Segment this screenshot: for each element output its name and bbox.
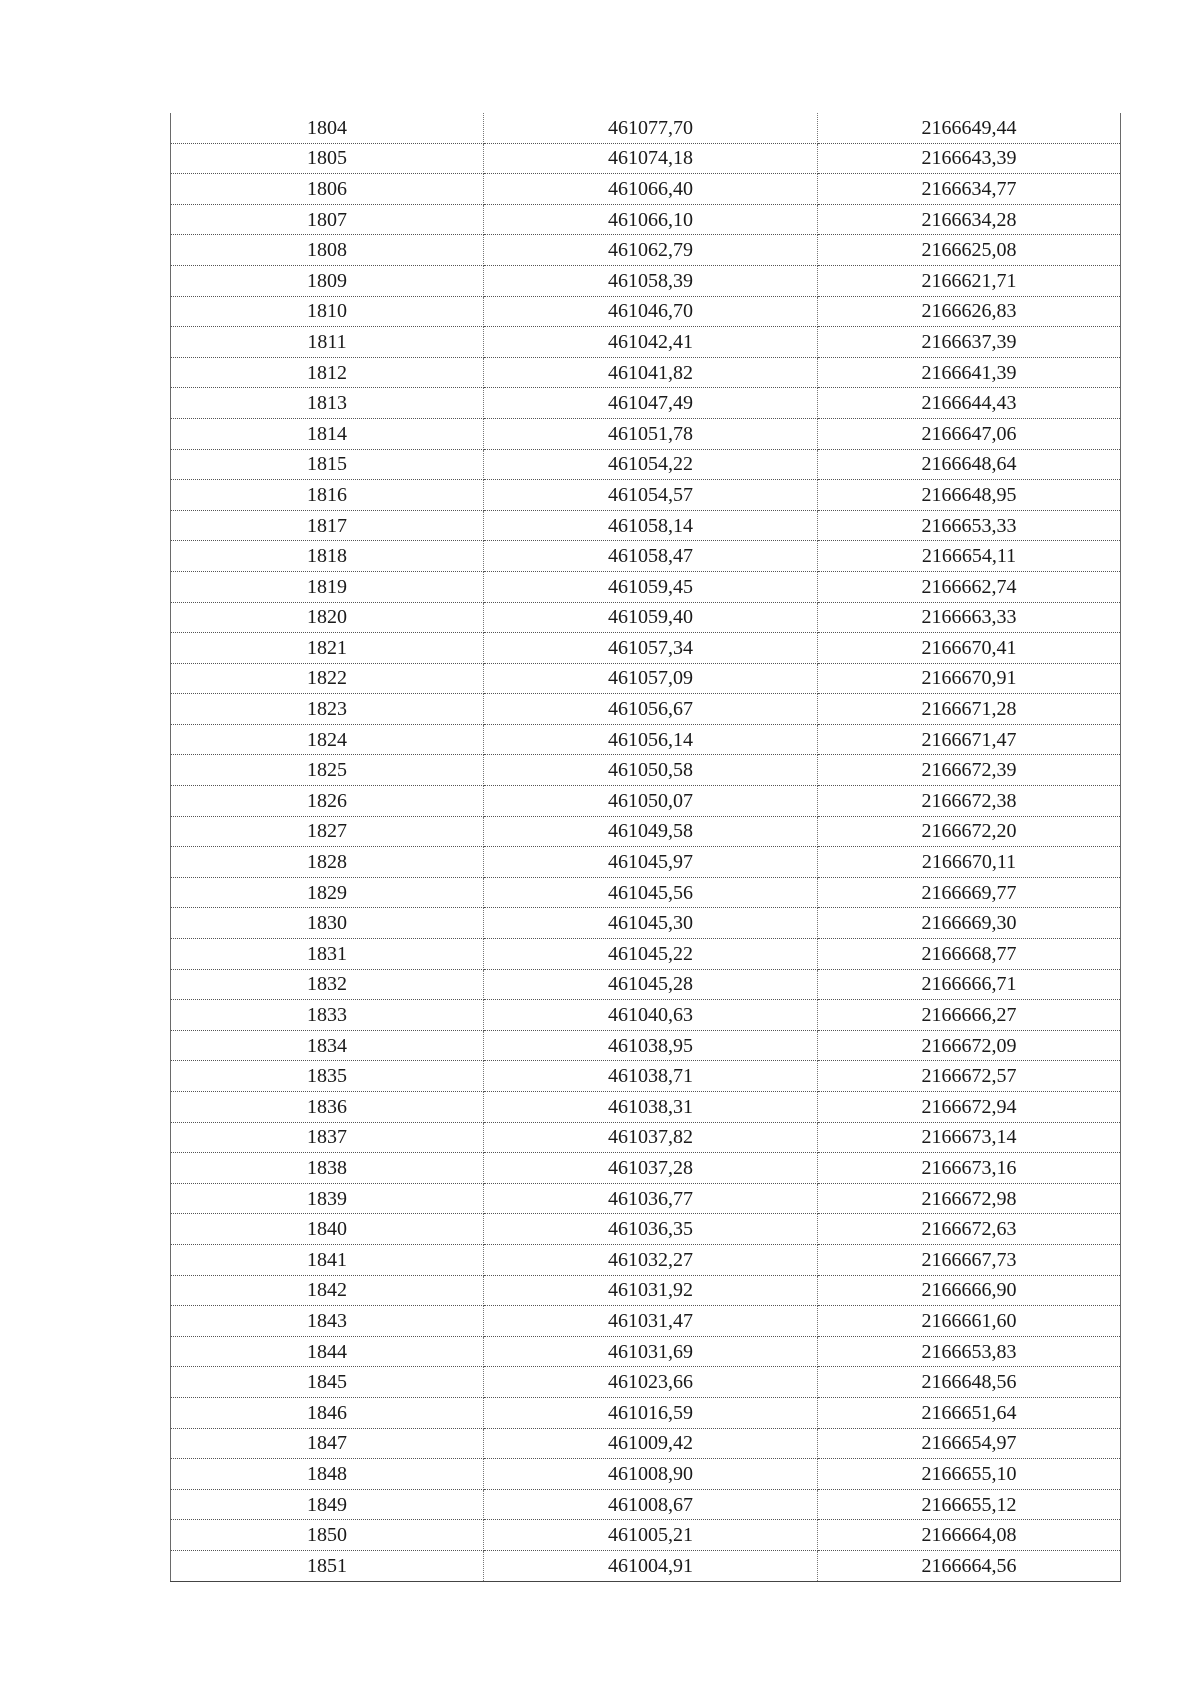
x-coordinate-cell: 461066,10 bbox=[484, 204, 818, 235]
y-coordinate-cell: 2166641,39 bbox=[818, 357, 1121, 388]
point-number-cell: 1830 bbox=[171, 908, 484, 939]
table-row bbox=[171, 1336, 1121, 1367]
table-row bbox=[171, 1520, 1121, 1551]
table-row bbox=[171, 1092, 1121, 1123]
point-number-cell: 1810 bbox=[171, 296, 484, 327]
y-coordinate-cell: 2166672,57 bbox=[818, 1061, 1121, 1092]
table-row bbox=[171, 388, 1121, 419]
y-coordinate-cell: 2166648,95 bbox=[818, 480, 1121, 511]
y-coordinate-cell: 2166637,39 bbox=[818, 327, 1121, 358]
table-row bbox=[171, 602, 1121, 633]
x-coordinate-cell: 461062,79 bbox=[484, 235, 818, 266]
y-coordinate-cell: 2166648,64 bbox=[818, 449, 1121, 480]
y-coordinate-cell: 2166654,97 bbox=[818, 1428, 1121, 1459]
y-coordinate-cell: 2166672,98 bbox=[818, 1183, 1121, 1214]
point-number-cell: 1844 bbox=[171, 1336, 484, 1367]
table-row bbox=[171, 418, 1121, 449]
table-row bbox=[171, 204, 1121, 235]
point-number-cell: 1819 bbox=[171, 571, 484, 602]
y-coordinate-cell: 2166647,06 bbox=[818, 418, 1121, 449]
point-number-cell: 1828 bbox=[171, 847, 484, 878]
point-number-cell: 1811 bbox=[171, 327, 484, 358]
point-number-cell: 1838 bbox=[171, 1153, 484, 1184]
x-coordinate-cell: 461049,58 bbox=[484, 816, 818, 847]
point-number-cell: 1827 bbox=[171, 816, 484, 847]
point-number-cell: 1808 bbox=[171, 235, 484, 266]
x-coordinate-cell: 461040,63 bbox=[484, 1000, 818, 1031]
x-coordinate-cell: 461037,82 bbox=[484, 1122, 818, 1153]
table-row bbox=[171, 1183, 1121, 1214]
point-number-cell: 1814 bbox=[171, 418, 484, 449]
table-row bbox=[171, 113, 1121, 143]
x-coordinate-cell: 461054,22 bbox=[484, 449, 818, 480]
y-coordinate-cell: 2166666,71 bbox=[818, 969, 1121, 1000]
y-coordinate-cell: 2166670,41 bbox=[818, 633, 1121, 664]
table-row bbox=[171, 1214, 1121, 1245]
table-row bbox=[171, 480, 1121, 511]
x-coordinate-cell: 461045,30 bbox=[484, 908, 818, 939]
y-coordinate-cell: 2166669,77 bbox=[818, 877, 1121, 908]
point-number-cell: 1847 bbox=[171, 1428, 484, 1459]
table-row bbox=[171, 1244, 1121, 1275]
point-number-cell: 1826 bbox=[171, 786, 484, 817]
x-coordinate-cell: 461008,90 bbox=[484, 1459, 818, 1490]
x-coordinate-cell: 461031,92 bbox=[484, 1275, 818, 1306]
y-coordinate-cell: 2166649,44 bbox=[818, 113, 1121, 143]
table-row bbox=[171, 877, 1121, 908]
point-number-cell: 1825 bbox=[171, 755, 484, 786]
x-coordinate-cell: 461059,40 bbox=[484, 602, 818, 633]
x-coordinate-cell: 461038,95 bbox=[484, 1030, 818, 1061]
table-row bbox=[171, 174, 1121, 205]
y-coordinate-cell: 2166672,09 bbox=[818, 1030, 1121, 1061]
x-coordinate-cell: 461038,71 bbox=[484, 1061, 818, 1092]
x-coordinate-cell: 461058,39 bbox=[484, 265, 818, 296]
point-number-cell: 1831 bbox=[171, 939, 484, 970]
x-coordinate-cell: 461041,82 bbox=[484, 357, 818, 388]
point-number-cell: 1820 bbox=[171, 602, 484, 633]
point-number-cell: 1817 bbox=[171, 510, 484, 541]
table-row bbox=[171, 1428, 1121, 1459]
point-number-cell: 1850 bbox=[171, 1520, 484, 1551]
x-coordinate-cell: 461045,97 bbox=[484, 847, 818, 878]
x-coordinate-cell: 461058,47 bbox=[484, 541, 818, 572]
table-row bbox=[171, 1306, 1121, 1337]
y-coordinate-cell: 2166625,08 bbox=[818, 235, 1121, 266]
table-row bbox=[171, 1550, 1121, 1581]
x-coordinate-cell: 461042,41 bbox=[484, 327, 818, 358]
table-row bbox=[171, 265, 1121, 296]
y-coordinate-cell: 2166655,12 bbox=[818, 1489, 1121, 1520]
point-number-cell: 1815 bbox=[171, 449, 484, 480]
table-row bbox=[171, 816, 1121, 847]
x-coordinate-cell: 461037,28 bbox=[484, 1153, 818, 1184]
y-coordinate-cell: 2166648,56 bbox=[818, 1367, 1121, 1398]
x-coordinate-cell: 461031,69 bbox=[484, 1336, 818, 1367]
point-number-cell: 1841 bbox=[171, 1244, 484, 1275]
table-row bbox=[171, 1367, 1121, 1398]
y-coordinate-cell: 2166661,60 bbox=[818, 1306, 1121, 1337]
x-coordinate-cell: 461057,34 bbox=[484, 633, 818, 664]
y-coordinate-cell: 2166666,90 bbox=[818, 1275, 1121, 1306]
x-coordinate-cell: 461059,45 bbox=[484, 571, 818, 602]
point-number-cell: 1842 bbox=[171, 1275, 484, 1306]
table-row bbox=[171, 449, 1121, 480]
x-coordinate-cell: 461045,56 bbox=[484, 877, 818, 908]
y-coordinate-cell: 2166621,71 bbox=[818, 265, 1121, 296]
y-coordinate-cell: 2166655,10 bbox=[818, 1459, 1121, 1490]
x-coordinate-cell: 461057,09 bbox=[484, 663, 818, 694]
table-row bbox=[171, 296, 1121, 327]
y-coordinate-cell: 2166664,08 bbox=[818, 1520, 1121, 1551]
point-number-cell: 1851 bbox=[171, 1550, 484, 1581]
table-row bbox=[171, 847, 1121, 878]
y-coordinate-cell: 2166653,83 bbox=[818, 1336, 1121, 1367]
table-row bbox=[171, 1122, 1121, 1153]
x-coordinate-cell: 461009,42 bbox=[484, 1428, 818, 1459]
x-coordinate-cell: 461051,78 bbox=[484, 418, 818, 449]
y-coordinate-cell: 2166671,28 bbox=[818, 694, 1121, 725]
table-row bbox=[171, 1061, 1121, 1092]
table-row bbox=[171, 510, 1121, 541]
point-number-cell: 1821 bbox=[171, 633, 484, 664]
table-row bbox=[171, 969, 1121, 1000]
table-row bbox=[171, 1489, 1121, 1520]
x-coordinate-cell: 461050,58 bbox=[484, 755, 818, 786]
table-row bbox=[171, 327, 1121, 358]
table-row bbox=[171, 1459, 1121, 1490]
point-number-cell: 1839 bbox=[171, 1183, 484, 1214]
table-row bbox=[171, 633, 1121, 664]
x-coordinate-cell: 461045,22 bbox=[484, 939, 818, 970]
x-coordinate-cell: 461016,59 bbox=[484, 1397, 818, 1428]
x-coordinate-cell: 461056,14 bbox=[484, 724, 818, 755]
point-number-cell: 1845 bbox=[171, 1367, 484, 1398]
point-number-cell: 1818 bbox=[171, 541, 484, 572]
point-number-cell: 1837 bbox=[171, 1122, 484, 1153]
point-number-cell: 1806 bbox=[171, 174, 484, 205]
y-coordinate-cell: 2166673,16 bbox=[818, 1153, 1121, 1184]
x-coordinate-cell: 461046,70 bbox=[484, 296, 818, 327]
y-coordinate-cell: 2166669,30 bbox=[818, 908, 1121, 939]
point-number-cell: 1816 bbox=[171, 480, 484, 511]
table-row bbox=[171, 694, 1121, 725]
point-number-cell: 1833 bbox=[171, 1000, 484, 1031]
y-coordinate-cell: 2166670,11 bbox=[818, 847, 1121, 878]
point-number-cell: 1846 bbox=[171, 1397, 484, 1428]
y-coordinate-cell: 2166644,43 bbox=[818, 388, 1121, 419]
point-number-cell: 1813 bbox=[171, 388, 484, 419]
point-number-cell: 1835 bbox=[171, 1061, 484, 1092]
x-coordinate-cell: 461066,40 bbox=[484, 174, 818, 205]
point-number-cell: 1829 bbox=[171, 877, 484, 908]
table-row bbox=[171, 724, 1121, 755]
x-coordinate-cell: 461058,14 bbox=[484, 510, 818, 541]
y-coordinate-cell: 2166672,20 bbox=[818, 816, 1121, 847]
point-number-cell: 1822 bbox=[171, 663, 484, 694]
y-coordinate-cell: 2166672,39 bbox=[818, 755, 1121, 786]
point-number-cell: 1824 bbox=[171, 724, 484, 755]
table-row bbox=[171, 663, 1121, 694]
y-coordinate-cell: 2166673,14 bbox=[818, 1122, 1121, 1153]
y-coordinate-cell: 2166666,27 bbox=[818, 1000, 1121, 1031]
x-coordinate-cell: 461036,35 bbox=[484, 1214, 818, 1245]
y-coordinate-cell: 2166672,38 bbox=[818, 786, 1121, 817]
point-number-cell: 1848 bbox=[171, 1459, 484, 1490]
table-row bbox=[171, 571, 1121, 602]
y-coordinate-cell: 2166663,33 bbox=[818, 602, 1121, 633]
coordinates-table-body bbox=[171, 113, 1121, 1581]
y-coordinate-cell: 2166670,91 bbox=[818, 663, 1121, 694]
y-coordinate-cell: 2166671,47 bbox=[818, 724, 1121, 755]
point-number-cell: 1812 bbox=[171, 357, 484, 388]
table-row bbox=[171, 1153, 1121, 1184]
x-coordinate-cell: 461038,31 bbox=[484, 1092, 818, 1123]
x-coordinate-cell: 461050,07 bbox=[484, 786, 818, 817]
table-row bbox=[171, 786, 1121, 817]
table-row bbox=[171, 1275, 1121, 1306]
table-row bbox=[171, 755, 1121, 786]
x-coordinate-cell: 461008,67 bbox=[484, 1489, 818, 1520]
table-row bbox=[171, 1397, 1121, 1428]
x-coordinate-cell: 461047,49 bbox=[484, 388, 818, 419]
y-coordinate-cell: 2166653,33 bbox=[818, 510, 1121, 541]
x-coordinate-cell: 461004,91 bbox=[484, 1550, 818, 1581]
y-coordinate-cell: 2166672,63 bbox=[818, 1214, 1121, 1245]
y-coordinate-cell: 2166664,56 bbox=[818, 1550, 1121, 1581]
y-coordinate-cell: 2166672,94 bbox=[818, 1092, 1121, 1123]
y-coordinate-cell: 2166643,39 bbox=[818, 143, 1121, 174]
x-coordinate-cell: 461031,47 bbox=[484, 1306, 818, 1337]
table-row bbox=[171, 357, 1121, 388]
x-coordinate-cell: 461056,67 bbox=[484, 694, 818, 725]
table-row bbox=[171, 1000, 1121, 1031]
y-coordinate-cell: 2166634,28 bbox=[818, 204, 1121, 235]
x-coordinate-cell: 461005,21 bbox=[484, 1520, 818, 1551]
table-row bbox=[171, 541, 1121, 572]
table-row bbox=[171, 908, 1121, 939]
coordinates-table bbox=[170, 113, 1121, 1582]
x-coordinate-cell: 461036,77 bbox=[484, 1183, 818, 1214]
table-row bbox=[171, 235, 1121, 266]
point-number-cell: 1804 bbox=[171, 113, 484, 143]
point-number-cell: 1823 bbox=[171, 694, 484, 725]
y-coordinate-cell: 2166667,73 bbox=[818, 1244, 1121, 1275]
point-number-cell: 1849 bbox=[171, 1489, 484, 1520]
point-number-cell: 1807 bbox=[171, 204, 484, 235]
y-coordinate-cell: 2166634,77 bbox=[818, 174, 1121, 205]
point-number-cell: 1843 bbox=[171, 1306, 484, 1337]
point-number-cell: 1809 bbox=[171, 265, 484, 296]
x-coordinate-cell: 461045,28 bbox=[484, 969, 818, 1000]
point-number-cell: 1836 bbox=[171, 1092, 484, 1123]
point-number-cell: 1832 bbox=[171, 969, 484, 1000]
y-coordinate-cell: 2166662,74 bbox=[818, 571, 1121, 602]
point-number-cell: 1840 bbox=[171, 1214, 484, 1245]
y-coordinate-cell: 2166654,11 bbox=[818, 541, 1121, 572]
x-coordinate-cell: 461077,70 bbox=[484, 113, 818, 143]
x-coordinate-cell: 461032,27 bbox=[484, 1244, 818, 1275]
point-number-cell: 1834 bbox=[171, 1030, 484, 1061]
x-coordinate-cell: 461054,57 bbox=[484, 480, 818, 511]
table-row bbox=[171, 143, 1121, 174]
table-row bbox=[171, 1030, 1121, 1061]
y-coordinate-cell: 2166626,83 bbox=[818, 296, 1121, 327]
y-coordinate-cell: 2166651,64 bbox=[818, 1397, 1121, 1428]
point-number-cell: 1805 bbox=[171, 143, 484, 174]
table-row bbox=[171, 939, 1121, 970]
x-coordinate-cell: 461023,66 bbox=[484, 1367, 818, 1398]
x-coordinate-cell: 461074,18 bbox=[484, 143, 818, 174]
y-coordinate-cell: 2166668,77 bbox=[818, 939, 1121, 970]
